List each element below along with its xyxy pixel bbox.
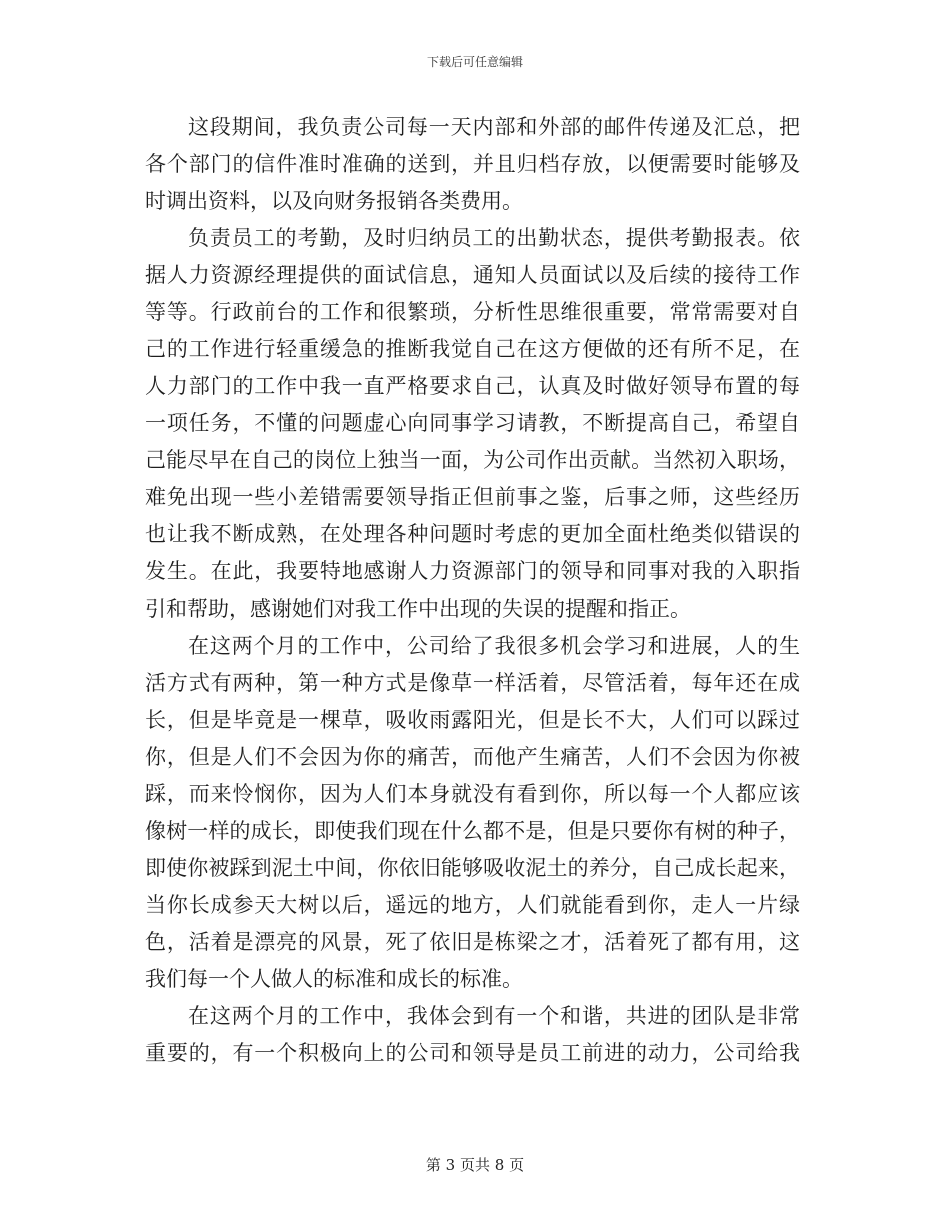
text-line: 己的工作进行轻重缓急的推断我觉自己在这方便做的还有所不足，在 [145, 336, 800, 361]
text-line: 像树一样的成长，即使我们现在什么都不是，但是只要你有树的种子， [145, 818, 800, 843]
text-line: 时调出资料，以及向财务报销各类费用。 [145, 188, 523, 213]
text-line: 重要的，有一个积极向上的公司和领导是员工前进的动力，公司给我 [145, 1041, 800, 1066]
page-number-footer: 第 3 页共 8 页 [425, 1156, 525, 1174]
text-line: 我们每一个人做人的标准和成长的标准。 [145, 967, 523, 992]
text-line: 己能尽早在自己的岗位上独当一面，为公司作出贡献。当然初入职场， [145, 448, 800, 473]
text-line: 人力部门的工作中我一直严格要求自己，认真及时做好领导布置的每 [145, 374, 800, 399]
text-line: 色，活着是漂亮的风景，死了依旧是栋梁之才，活着死了都有用，这 [145, 930, 800, 955]
text-line: 发生。在此，我要特地感谢人力资源部门的领导和同事对我的入职指 [145, 559, 800, 584]
paragraph [145, 628, 800, 999]
text-line: 这段期间，我负责公司每一天内部和外部的邮件传递及汇总，把 [188, 114, 800, 139]
paragraph [145, 998, 800, 1072]
text-line: 长，但是毕竟是一棵草，吸收雨露阳光，但是长不大，人们可以踩过 [145, 707, 800, 732]
text-line: 在这两个月的工作中，我体会到有一个和谐，共进的团队是非常 [188, 1004, 800, 1029]
text-line: 一项任务，不懂的问题虚心向同事学习请教，不断提高自己，希望自 [145, 411, 800, 436]
text-line: 也让我不断成熟，在处理各种问题时考虑的更加全面杜绝类似错误的 [145, 522, 800, 547]
paragraph [145, 220, 800, 628]
text-line: 各个部门的信件准时准确的送到，并且归档存放，以便需要时能够及 [145, 151, 800, 176]
text-line: 即使你被踩到泥土中间，你依旧能够吸收泥土的养分，自己成长起来， [145, 856, 800, 881]
text-line: 据人力资源经理提供的面试信息，通知人员面试以及后续的接待工作 [145, 262, 800, 287]
document-body [145, 109, 800, 1073]
header-note: 下载后可任意编辑 [426, 55, 523, 69]
text-line: 负责员工的考勤，及时归纳员工的出勤状态，提供考勤报表。依 [188, 225, 800, 250]
text-line: 踩，而来怜悯你，因为人们本身就没有看到你，所以每一个人都应该 [145, 781, 800, 806]
paragraph [145, 109, 800, 220]
text-line: 在这两个月的工作中，公司给了我很多机会学习和进展，人的生 [188, 633, 800, 658]
text-line: 等等。行政前台的工作和很繁琐，分析性思维很重要，常常需要对自 [145, 299, 800, 324]
text-line: 你，但是人们不会因为你的痛苦，而他产生痛苦，人们不会因为你被 [145, 744, 800, 769]
text-line: 难免出现一些小差错需要领导指正但前事之鉴，后事之师，这些经历 [145, 485, 800, 510]
text-line: 引和帮助，感谢她们对我工作中出现的失误的提醒和指正。 [145, 596, 691, 621]
text-line: 活方式有两种，第一种方式是像草一样活着，尽管活着，每年还在成 [145, 670, 800, 695]
text-line: 当你长成参天大树以后，遥远的地方，人们就能看到你，走人一片绿 [145, 893, 800, 918]
